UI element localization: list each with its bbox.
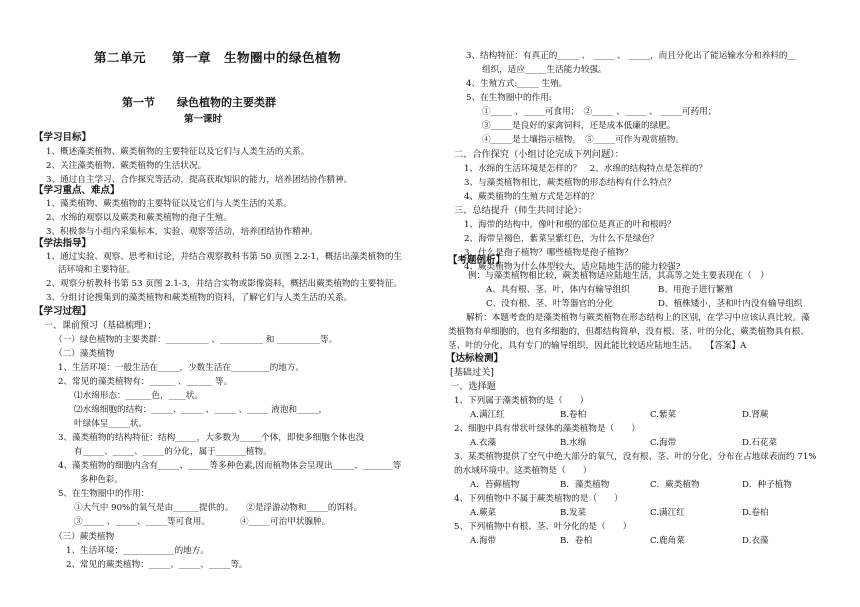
guide-heading: 【学法指导】 bbox=[34, 238, 92, 249]
fern-line: ①_____ 、_____可食用； ②_____ 、_____ 、 _____可药用； bbox=[482, 107, 717, 117]
summary-item: 3、什么是孢子植物？哪些植物是孢子植物？ bbox=[464, 248, 633, 258]
answer-option: C.鹿角菜 bbox=[650, 536, 685, 546]
process-line: ⑴水绵形态：______色，____状。 bbox=[74, 391, 203, 401]
example-heading: 【考题例析】 bbox=[448, 255, 506, 266]
example-option: D、植株矮小，茎和叶内没有输导组织 bbox=[658, 299, 803, 309]
answer-option: D.肾蕨 bbox=[742, 410, 769, 420]
answer-option: D．种子植物 bbox=[742, 480, 792, 490]
answer-option: D.卷柏 bbox=[742, 508, 769, 518]
test-subheading: [基础过关] bbox=[450, 367, 494, 378]
process-line: （一）绿色植物的主要类群：__________ 、__________ 和 __________等。 bbox=[54, 335, 338, 345]
guide-item: 1、通过实验、观察、思考和讨论，并结合观察教科书第 50 页图 2.2-1，概括出藻类植物的生 bbox=[46, 252, 403, 262]
summary-item: 1、海带的结构中，像叶和根的部位是真正的叶和根吗？ bbox=[464, 220, 676, 230]
answer-option: A．苔藓植物 bbox=[470, 480, 520, 490]
choice-heading: 一、选择题 bbox=[450, 381, 496, 392]
answer-option: B.水绵 bbox=[560, 438, 587, 448]
process-line: 5、在生物圈中的作用： bbox=[58, 489, 150, 499]
summary-heading: 三、总结提升（师生共同讨论）： bbox=[454, 205, 588, 216]
process-line: ①大气中 90%的氧气是由______提供的。 ②是浮游动物和_____的饵料。 bbox=[74, 503, 363, 513]
test-heading: 【达标检测】 bbox=[446, 353, 504, 364]
summary-item: 2、海带呈褐色，紫菜呈紫红色，为什么不是绿色？ bbox=[464, 234, 659, 244]
guide-item: 3、分组讨论搜集到的藻类植物和蕨类植物的资料，了解它们与人类生活的关系。 bbox=[46, 293, 353, 303]
process-line: 4、藻类植物的细胞内含有_____、_____等多种色素,因而植物体会呈现出_____、_______等 bbox=[58, 461, 402, 471]
question-continued: 的水域环境中。这类植物是（ ） bbox=[454, 466, 592, 476]
coop-item: 4、蕨类植物的生殖方式是怎样的？ bbox=[464, 192, 599, 202]
process-line: 叶绿体呈_____状。 bbox=[74, 419, 148, 429]
fern-line: ③_____是良好的家禽饲料，还是成本低廉的绿肥。 bbox=[482, 121, 676, 131]
answer-option: A.满江红 bbox=[470, 410, 505, 420]
answer-option: B．卷柏 bbox=[560, 536, 593, 546]
keypoint-item: 3、积极参与小组内采集标本，实验、观察等活动，培养团结协作精神。 bbox=[46, 227, 318, 237]
question: 2、细胞中具有带状叶绿体的藻类植物是（ ） bbox=[454, 424, 640, 434]
answer-option: A.蕨菜 bbox=[470, 508, 497, 518]
goal-item: 3、通过自主学习、合作探究等活动，提高获取知识的能力，培养团结协作精神。 bbox=[46, 175, 353, 185]
analysis-line: 解析：本题考查的是藻类植物与蕨类植物在形态结构上的区别，在学习中应该认真比较。藻 bbox=[466, 313, 810, 323]
guide-item: 2、观察分析教科书第 53 页图 2.1-3，并结合实物或影像资料，概括出蕨类植物的主要特征。 bbox=[46, 279, 403, 289]
answer-option: C．蕨类植物 bbox=[650, 480, 700, 490]
analysis-line: 茎、叶的分化，具有专门的输导组织，因此能比较适应陆地生活。 【答案】A bbox=[448, 341, 747, 351]
process-line: ⑵水绵细胞的结构：_____、_____ 、_____ 、_____ 液泡和_____， bbox=[74, 405, 328, 415]
answer-option: C.海带 bbox=[650, 438, 677, 448]
answer-option: A.海带 bbox=[470, 536, 497, 546]
keypoints-heading: 【学习重点、难点】 bbox=[34, 185, 120, 196]
process-line: （二）藻类植物 bbox=[54, 349, 115, 359]
process-line: （三）蕨类植物 bbox=[54, 532, 115, 542]
answer-option: A.衣藻 bbox=[470, 438, 497, 448]
process-line: 2、常见的蕨类植物：_____、_____、_____等。 bbox=[66, 560, 248, 570]
process-line: 1、生活环境：一般生活在_____，少数生活在_________的地方。 bbox=[58, 363, 305, 373]
example-option: C、没有根、茎、叶等器官的分化 bbox=[486, 299, 613, 309]
unit-title: 第二单元 第一章 生物圈中的绿色植物 bbox=[94, 50, 342, 65]
preview-heading: 一、课前预习（基础梳理）； bbox=[44, 321, 157, 331]
goal-item: 1、概述藻类植物、蕨类植物的主要特征以及它们与人类生活的关系。 bbox=[46, 147, 310, 157]
question: 5、下列植物中有根、茎、叶分化的是（ ） bbox=[454, 522, 632, 532]
fern-line: 5、在生物圈中的作用: bbox=[466, 93, 552, 103]
answer-option: C.满江红 bbox=[650, 508, 685, 518]
summary-item: 4、蕨类植物为什么体型较大，适应陆地生活的能力较强? bbox=[464, 262, 681, 272]
keypoint-item: 1、藻类植物、蕨类植物的主要特征以及它们与人类生活的关系。 bbox=[46, 199, 293, 209]
analysis-line: 类植物有单细胞的，也有多细胞的，但都结构简单，没有根、茎、叶的分化，蕨类植物具有根、 bbox=[448, 327, 809, 337]
keypoint-item: 2、水绵的观察以及蕨类和蕨类植物的孢子生殖。 bbox=[46, 213, 232, 223]
answer-option: B．藻类植物 bbox=[560, 480, 610, 490]
fern-line: 4、生殖方式:_____ 生殖。 bbox=[466, 79, 568, 89]
answer-option: B.卷柏 bbox=[560, 410, 587, 420]
goal-item: 2、关注藻类植物、蕨类植物的生活状况。 bbox=[46, 161, 207, 171]
coop-item: 3、与藻类植物相比，蕨类植物的形态结构有什么特点？ bbox=[464, 178, 676, 188]
coop-heading: 二、合作探究（小组讨论完成下列问题）： bbox=[454, 149, 624, 160]
fern-line: 3、结构特征：有真正的_____ 、 _____ 、 _____，而且分化出了能运输水分和养料的__ bbox=[466, 51, 797, 61]
process-line: 1、生活环境：____________的地方。 bbox=[66, 546, 209, 556]
question: 4、下列植物中不属于蕨类植物的是（ ） bbox=[454, 494, 623, 504]
process-heading: 【学习过程】 bbox=[34, 306, 92, 317]
fern-line: 组织，适应_____生活能力较强。 bbox=[482, 65, 607, 75]
process-line: 多种色彩。 bbox=[80, 475, 123, 485]
example-question: 例：与藻类植物相比较，蕨类植物适应陆地生活，其高等之处主要表现在（ ） bbox=[468, 271, 769, 281]
question: 1、下列属于藻类植物的是（ ） bbox=[454, 396, 589, 406]
answer-option: C.紫菜 bbox=[650, 410, 677, 420]
process-line: 3、藻类植物的结构特征：结构_____，大多数为_____个体，即使多细胞个体也没 bbox=[58, 433, 365, 443]
section-title: 第一节 绿色植物的主要类群 bbox=[122, 96, 276, 109]
fern-line: ④_____是土壤指示植物。 ⑤_____可作为观赏植物。 bbox=[482, 135, 684, 145]
process-line: 2、常见的藻类植物有：______ 、______ 等。 bbox=[58, 377, 233, 387]
answer-option: D.石花菜 bbox=[742, 438, 778, 448]
example-option: B、用孢子进行繁殖 bbox=[658, 285, 734, 295]
process-line: 有_____、_____、_____的分化，属于_______植物。 bbox=[74, 447, 272, 457]
process-line: ③_____ 、_____、_____等可食用。 ④_____可治甲状腺肿。 bbox=[74, 517, 331, 527]
goals-heading: 【学习目标】 bbox=[34, 132, 92, 143]
coop-item: 1、水绵的生活环境是怎样的？ 2、水绵的结构特点是怎样的？ bbox=[464, 164, 707, 174]
answer-option: B.发菜 bbox=[560, 508, 587, 518]
answer-option: D.衣藻 bbox=[742, 536, 769, 546]
question: 3、某类植物提供了空气中绝大部分的氧气，没有根、茎、叶的分化，分布在占地球表面约 71% bbox=[454, 452, 817, 462]
guide-item: 活环境和主要特征。 bbox=[58, 265, 136, 275]
lesson-label: 第一课时 bbox=[184, 114, 223, 125]
example-option: A、具有根、茎、叶，体内有输导组织 bbox=[486, 285, 630, 295]
